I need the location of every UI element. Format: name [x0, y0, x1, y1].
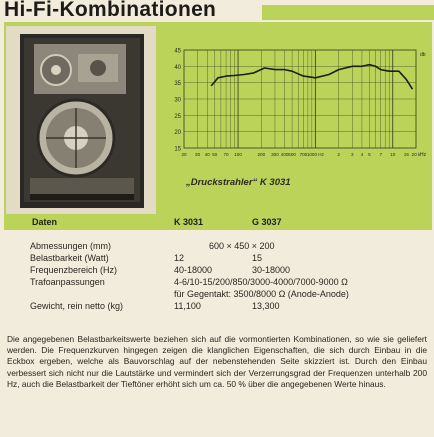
table-header-g3037: G 3037 — [252, 217, 282, 227]
row-value-abmessungen: 600 × 450 × 200 — [209, 241, 275, 251]
table-header-bar — [4, 216, 432, 230]
cabinet-base — [30, 194, 134, 200]
row-label-belastbarkeit: Belastbarkeit (Watt) — [30, 253, 109, 263]
y-unit-label: db — [420, 52, 426, 58]
x-tick-label: 20 k — [411, 152, 421, 157]
x-tick-label: 500 — [288, 152, 296, 157]
x-tick-label: 5 — [368, 152, 371, 157]
x-tick-label: 300 — [271, 152, 279, 157]
x-tick-label: 70 — [223, 152, 229, 157]
x-tick-label: 7 — [379, 152, 383, 157]
y-tick-label: 20 — [174, 130, 181, 137]
row-label-abmessungen: Abmessungen (mm) — [30, 241, 112, 251]
crossover-magnet — [90, 60, 106, 76]
x-tick-label: 100 — [234, 152, 242, 157]
y-tick-label: 25 — [174, 113, 181, 120]
speaker-photo — [6, 26, 156, 214]
title-accent-bar — [262, 5, 434, 20]
table-header-k3031: K 3031 — [174, 217, 204, 227]
y-tick-label: 35 — [174, 81, 181, 88]
tweeter-center — [51, 65, 61, 75]
row-value-trafoanpassungen: 4-6/10-15/200/850/3000-4000/7000-9000 Ω — [174, 277, 348, 287]
row-label-gewicht: Gewicht, rein netto (kg) — [30, 301, 124, 311]
x-unit-label: Hz — [420, 152, 427, 158]
row-value-belastbarkeit-g3037: 15 — [252, 253, 263, 263]
description-paragraph: Die angegebenen Belastbarkeitswerte beziehen sich auf die vormontierten Kombinationen, so wie sie geliefert werden. Die Frequenzkurven hingegen zeigen die klanglichen Eigenschaften, die sich durch Einbau in die Eckbox ergeben, welche als Bauvorschlag auf der nebenstehenden Seite skizziert ist. Durch den Einbau verbessert sich nicht nur die Lautstärke und vermindert sich der Verzerrungsgrad der Frequenzen unterhalb 200 Hz, auch die Belastbarkeit der Tieftöner erhöht sich um ca. 50 % über die angegebenen Werte hinaus. — [7, 334, 427, 389]
x-tick-label: 20 — [181, 152, 187, 157]
row-value-gegentakt: für Gegentakt: 3500/8000 Ω (Anode-Anode) — [174, 289, 349, 299]
x-tick-label: 10 — [390, 152, 396, 157]
x-tick-label: 1000 Hz — [306, 152, 324, 157]
x-tick-label: 40 — [204, 152, 210, 157]
row-value-gewicht-k3031: 11,100 — [174, 301, 201, 311]
x-tick-label: 700 — [299, 152, 308, 157]
y-tick-label: 45 — [174, 48, 181, 55]
row-label-trafoanpassungen: Trafoanpassungen — [30, 277, 105, 287]
x-tick-label: 30 — [195, 152, 201, 157]
row-value-gewicht-g3037: 13,300 — [252, 301, 280, 311]
row-value-belastbarkeit-k3031: 12 — [174, 253, 185, 263]
x-tick-label: 3 — [351, 152, 354, 157]
cabinet-bottom-panel — [30, 178, 134, 194]
row-label-frequenzbereich: Frequenzbereich (Hz) — [30, 265, 118, 275]
y-tick-label: 40 — [174, 64, 181, 71]
x-tick-label: 2 — [337, 152, 340, 157]
x-tick-label: 50 — [212, 152, 218, 157]
page-title: Hi-Fi-Kombinationen — [4, 0, 217, 21]
x-tick-label: 200 — [257, 152, 266, 157]
y-tick-label: 15 — [174, 146, 181, 153]
x-tick-label: 4 — [360, 152, 364, 157]
x-tick-label: 400 — [280, 152, 289, 157]
row-value-frequenzbereich-k3031: 40-18000 — [174, 265, 213, 275]
chart-caption: „Druckstrahler“ K 3031 — [186, 177, 291, 188]
y-tick-label: 30 — [174, 97, 181, 104]
x-tick-label: 15 — [403, 152, 409, 157]
table-header-daten: Daten — [32, 217, 58, 227]
row-value-frequenzbereich-g3037: 30-18000 — [252, 265, 291, 275]
title-bar — [0, 0, 434, 22]
